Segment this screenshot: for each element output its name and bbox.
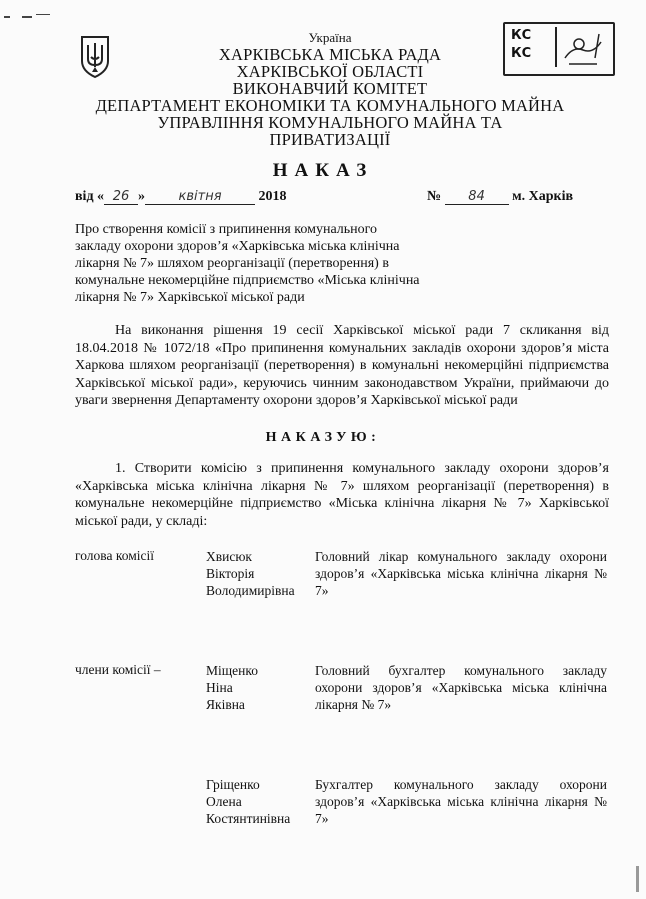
order-date [75, 189, 287, 205]
person-patronymic: Костянтинівна [206, 811, 291, 826]
date-prefix: від « [75, 189, 105, 204]
person-2 [206, 662, 258, 713]
scan-mark [4, 16, 10, 18]
header-council: ХАРКІВСЬКА МІСЬКА РАДА [218, 45, 442, 64]
person-surname: Гріщенко [206, 777, 260, 792]
header-country: Україна [308, 30, 352, 45]
registration-stamp [503, 22, 615, 76]
order-number [427, 189, 573, 205]
preamble-paragraph: На виконання рішення 19 сесії Харківської міської ради 7 скликання від 18.04.2018 № 1072/18 «Про припинення комунальних закладів охорони здоров’я міста Харкова шляхом реорганізації (перетворення) в комунальні некомерційні підприємства Харківської міської ради», керуючись чинним законодавством України, приймаючи до уваги звернення Департаменту охорони здоров’я Харківської міської ради [75, 323, 609, 408]
stamp-emblem-icon [559, 28, 607, 70]
role-head: голова комісії [75, 548, 154, 563]
header-region: ХАРКІВСЬКОЇ ОБЛАСТІ [236, 62, 424, 81]
person-surname: Міщенко [206, 663, 258, 678]
person-patronymic: Володимирівна [206, 583, 295, 598]
person-3-position: Бухгалтер комунального закладу охорони здоров’я «Харківська міська клінічна лікарня № 7» [315, 777, 607, 826]
date-mid: » [138, 189, 146, 204]
order-subject: Про створення комісії з припинення комунального закладу охорони здоров’я «Харківська міська клінічна лікарня № 7» шляхом реорганізації (перетворення) в комунальне некомерційне підприємство «Міська клінічна лікарня № 7» Харківської міської ради [75, 222, 420, 305]
header-committee: ВИКОНАВЧИЙ КОМІТЕТ [232, 79, 428, 98]
person-name: Вікторія [206, 566, 255, 581]
person-name: Ніна [206, 680, 233, 695]
nakazuyu-heading: НАКАЗУЮ: [265, 430, 381, 445]
person-2-position: Головний бухгалтер комунального закладу охорони здоров’я «Харківська міська клінічна лікарня № 7» [315, 663, 607, 712]
person-surname: Хвисюк [206, 549, 252, 564]
scan-mark [22, 16, 32, 18]
order-city: м. Харків [512, 189, 574, 204]
item-1-paragraph: 1. Створити комісію з припинення комунального закладу охорони здоров’я «Харківська міська клінічна лікарня № 7» шляхом реорганізації (перетворення) в комунальне некомерційне підприємство «Міська клінічна лікарня № 7» Харківської міської ради, у складі: [75, 461, 609, 529]
person-1-position: Головний лікар комунального закладу охорони здоров’я «Харківська міська клінічна лікарня № 7» [315, 549, 607, 598]
number-value: 84 [445, 189, 509, 205]
person-patronymic: Яківна [206, 697, 245, 712]
date-year: 2018 [258, 189, 287, 204]
person-1 [206, 548, 295, 599]
stamp-line-1: КС [511, 28, 532, 43]
stamp-text [508, 27, 557, 67]
role-members: члени комісії – [75, 662, 161, 677]
order-title: НАКАЗ [272, 160, 374, 181]
header-directorate-1: УПРАВЛІННЯ КОМУНАЛЬНОГО МАЙНА ТА [157, 113, 503, 132]
person-name: Олена [206, 794, 242, 809]
scan-mark [636, 866, 639, 892]
number-label: № [427, 189, 442, 204]
stamp-line-2: КС [511, 46, 532, 61]
person-3 [206, 776, 290, 827]
date-day: 26 [104, 189, 138, 205]
header-directorate-2: ПРИВАТИЗАЦІЇ [269, 130, 391, 149]
header-department: ДЕПАРТАМЕНТ ЕКОНОМІКИ ТА КОМУНАЛЬНОГО МАЙНА [95, 96, 565, 115]
scan-mark [36, 14, 50, 15]
date-month: квітня [145, 189, 255, 205]
